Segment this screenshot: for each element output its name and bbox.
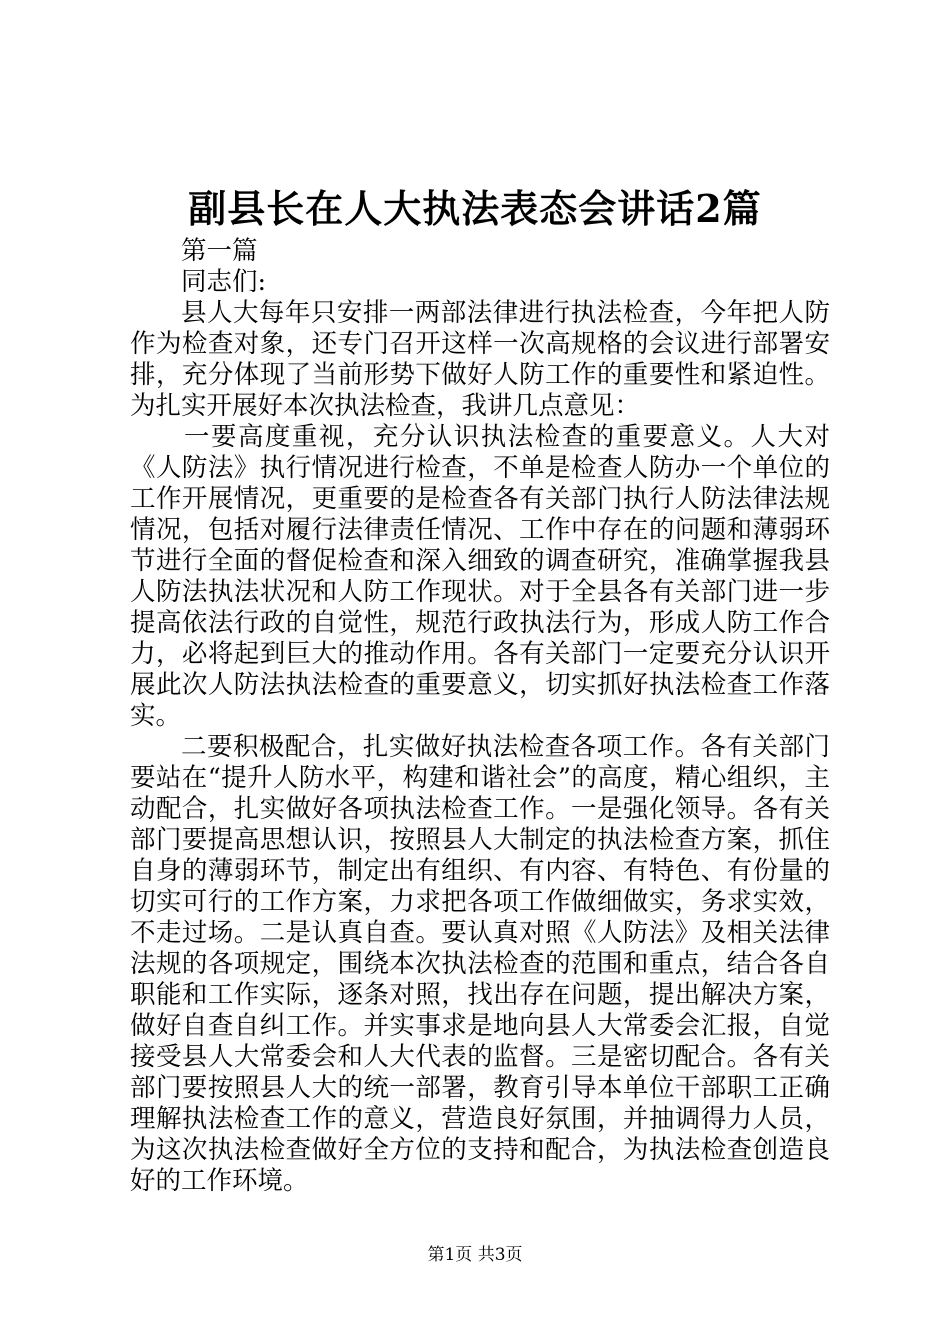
paragraph-1: 县人大每年只安排一两部法律进行执法检查，今年把人防作为检查对象，还专门召开这样一次高规格的会议进行部署安排，充分体现了当前形势下做好人防工作的重要性和紧迫性。为扎实开展好本次执法检查，我讲几点意见： bbox=[130, 298, 830, 421]
section-label: 第一篇 bbox=[181, 236, 258, 266]
document-body bbox=[130, 236, 830, 1197]
salutation: 同志们: bbox=[181, 267, 267, 297]
paragraph-3: 二要积极配合，扎实做好执法检查各项工作。各有关部门要站在“提升人防水平，构建和谐社会”的高度，精心组织，主动配合，扎实做好各项执法检查工作。一是强化领导。各有关部门要提高思想认识，按照县人大制定的执法检查方案，抓住自身的薄弱环节，制定出有组织、有内容、有特色、有份量的切实可行的工作方案，力求把各项工作做细做实，务求实效，不走过场。二是认真自查。要认真对照《人防法》及相关法律法规的各项规定，围绕本次执法检查的范围和重点，结合各自职能和工作实际，逐条对照，找出存在问题，提出解决方案，做好自查自纠工作。并实事求是地向县人大常委会汇报，自觉接受县人大常委会和人大代表的监督。三是密切配合。各有关部门要按照县人大的统一部署，教育引导本单位干部职工正确理解执法检查工作的意义，营造良好氛围，并抽调得力人员，为这次执法检查做好全方位的支持和配合，为执法检查创造良好的工作环境。 bbox=[130, 732, 830, 1196]
page-number-footer: 第1页 共3页 bbox=[427, 1245, 523, 1265]
paragraph-2: 一要高度重视，充分认识执法检查的重要意义。人大对《人防法》执行情况进行检查，不单是检查人防办一个单位的工作开展情况，更重要的是检查各有关部门执行人防法律法规情况，包括对履行法律责任情况、工作中存在的问题和薄弱环节进行全面的督促检查和深入细致的调查研究，准确掌握我县人防法执法状况和人防工作现状。对于全县各有关部门进一步提高依法行政的自觉性，规范行政执法行为，形成人防工作合力，必将起到巨大的推动作用。各有关部门一定要充分认识开展此次人防法执法检查的重要意义，切实抓好执法检查工作落实。 bbox=[130, 422, 830, 731]
document-title: 副县长在人大执法表态会讲话2篇 bbox=[188, 186, 762, 231]
